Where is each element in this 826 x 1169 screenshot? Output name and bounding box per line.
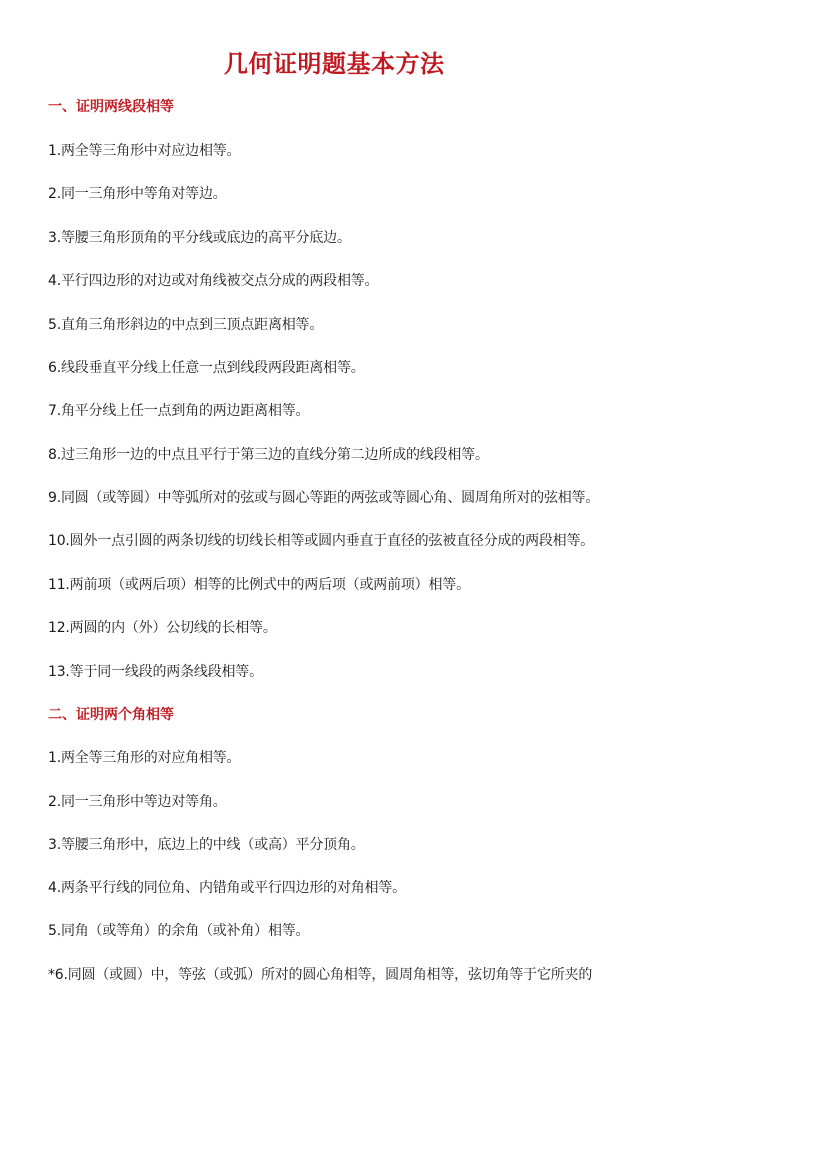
list-item: 4.两条平行线的同位角、内错角或平行四边形的对角相等。	[48, 880, 406, 896]
list-item: 13.等于同一线段的两条线段相等。	[48, 664, 263, 680]
list-item: 4.平行四边形的对边或对角线被交点分成的两段相等。	[48, 273, 379, 289]
list-item: 5.同角（或等角）的余角（或补角）相等。	[48, 923, 310, 939]
list-item: 10.圆外一点引圆的两条切线的切线长相等或圆内垂直于直径的弦被直径分成的两段相等。	[48, 533, 595, 549]
section-heading-2: 二、证明两个角相等	[48, 707, 174, 723]
list-item: 6.线段垂直平分线上任意一点到线段两段距离相等。	[48, 360, 365, 376]
list-item: 8.过三角形一边的中点且平行于第三边的直线分第二边所成的线段相等。	[48, 447, 489, 463]
list-item: 12.两圆的内（外）公切线的长相等。	[48, 620, 277, 636]
list-item: 7.角平分线上任一点到角的两边距离相等。	[48, 403, 310, 419]
page-title: 几何证明题基本方法	[224, 50, 445, 78]
list-item: 3.等腰三角形顶角的平分线或底边的高平分底边。	[48, 230, 351, 246]
list-item: 2.同一三角形中等角对等边。	[48, 186, 227, 202]
list-item: 1.两全等三角形的对应角相等。	[48, 750, 241, 766]
list-item: 11.两前项（或两后项）相等的比例式中的两后项（或两前项）相等。	[48, 577, 470, 593]
list-item: 1.两全等三角形中对应边相等。	[48, 143, 241, 159]
list-item: 5.直角三角形斜边的中点到三顶点距离相等。	[48, 317, 324, 333]
section-heading-1: 一、证明两线段相等	[48, 99, 174, 115]
list-item: 3.等腰三角形中，底边上的中线（或高）平分顶角。	[48, 837, 365, 853]
list-item: 9.同圆（或等圆）中等弧所对的弦或与圆心等距的两弦或等圆心角、圆周角所对的弦相等。	[48, 490, 600, 506]
list-item: *6.同圆（或圆）中，等弦（或弧）所对的圆心角相等，圆周角相等，弦切角等于它所夹的	[48, 967, 593, 983]
list-item: 2.同一三角形中等边对等角。	[48, 794, 227, 810]
